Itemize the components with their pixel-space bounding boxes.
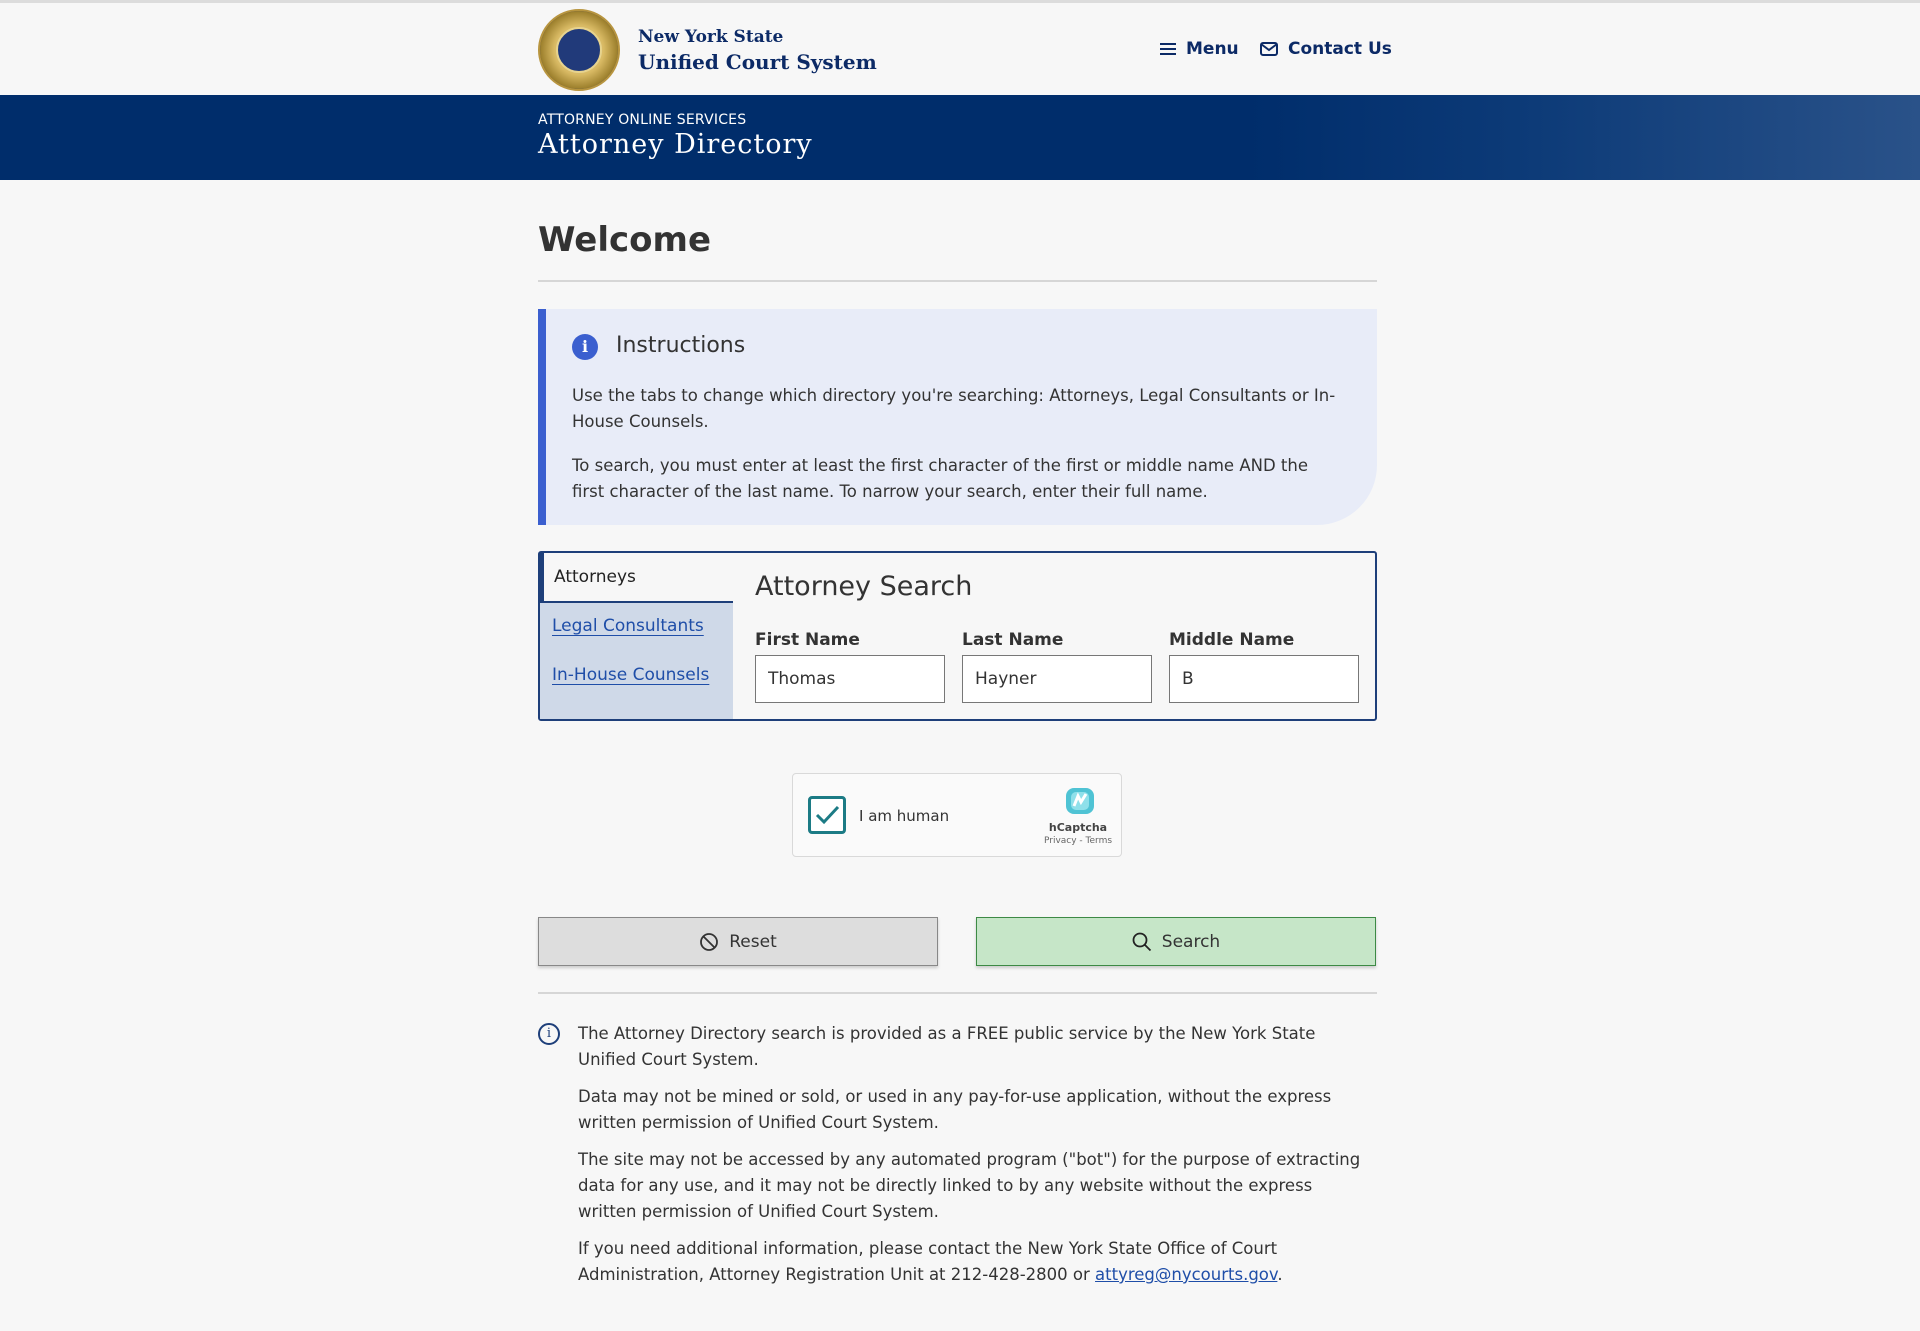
middle-name-label: Middle Name xyxy=(1169,630,1295,650)
search-icon xyxy=(1132,932,1152,952)
page-title: Welcome xyxy=(538,220,712,260)
footer-divider xyxy=(538,992,1377,994)
title-divider xyxy=(538,280,1377,282)
reset-label: Reset xyxy=(729,931,777,952)
search-title: Attorney Search xyxy=(755,571,973,602)
site-brand[interactable] xyxy=(638,27,877,74)
captcha-privacy-terms[interactable]: Privacy - Terms xyxy=(1043,836,1113,846)
instructions-text-2: To search, you must enter at least the first character of the first or middle name AND the first character of the last name. To narrow your search, enter their full name. xyxy=(572,456,1308,501)
last-name-input[interactable] xyxy=(962,655,1152,703)
banner-title: Attorney Directory xyxy=(538,129,813,160)
instructions-title: Instructions xyxy=(616,333,746,358)
brand-system: Unified Court System xyxy=(638,50,877,74)
notice-data-mining: Data may not be mined or sold, or used in any pay-for-use application, without the express written permission of Unified Court System. xyxy=(578,1087,1332,1132)
hamburger-icon xyxy=(1160,42,1176,56)
brand-state: New York State xyxy=(638,27,784,47)
captcha-checkbox[interactable] xyxy=(808,796,846,834)
page-banner xyxy=(0,95,1920,180)
menu-button[interactable] xyxy=(1160,39,1239,59)
contact-us-link[interactable] xyxy=(1260,39,1392,59)
menu-label: Menu xyxy=(1186,39,1239,59)
search-panel xyxy=(538,551,1377,721)
notice-bots: The site may not be accessed by any automated program ("bot") for the purpose of extracting data for any use, and it may not be directly linked to by any website without the express written permission of Unified Court System. xyxy=(578,1150,1361,1221)
banner-kicker: ATTORNEY ONLINE SERVICES xyxy=(538,112,747,128)
captcha-label: I am human xyxy=(859,807,950,825)
instructions-text-1: Use the tabs to change which directory you're searching: Attorneys, Legal Consultants or In-House Counsels. xyxy=(572,386,1336,431)
envelope-icon xyxy=(1260,42,1278,56)
search-button[interactable] xyxy=(976,917,1376,966)
hcaptcha-logo-icon xyxy=(1062,784,1098,818)
info-icon: i xyxy=(572,334,598,360)
seal-center xyxy=(556,27,602,73)
last-name-label: Last Name xyxy=(962,630,1064,650)
ban-icon xyxy=(699,932,719,952)
search-label: Search xyxy=(1161,931,1221,952)
captcha-brand: hCaptcha xyxy=(1048,821,1108,834)
middle-name-input[interactable] xyxy=(1169,655,1359,703)
directory-tabs xyxy=(540,553,733,719)
hcaptcha-widget xyxy=(792,773,1122,857)
tab-legal-consultants[interactable]: Legal Consultants xyxy=(552,616,704,636)
contact-label: Contact Us xyxy=(1288,39,1392,59)
info-outline-icon: i xyxy=(538,1023,560,1045)
contact-text: If you need additional information, please contact the New York State Office of Court Administration, Attorney Registration Unit at 212-428-2800 or xyxy=(578,1239,1278,1284)
site-header xyxy=(0,0,1920,95)
notice-free-service: The Attorney Directory search is provided as a FREE public service by the New York State Unified Court System. xyxy=(578,1024,1316,1069)
first-name-input[interactable] xyxy=(755,655,945,703)
checkmark-icon xyxy=(811,799,843,831)
tab-attorneys[interactable]: Attorneys xyxy=(540,553,733,603)
instructions-panel xyxy=(538,309,1377,525)
first-name-label: First Name xyxy=(755,630,860,650)
tab-in-house-counsels[interactable]: In-House Counsels xyxy=(552,665,710,685)
email-link[interactable]: attyreg@nycourts.gov xyxy=(1095,1265,1278,1284)
reset-button[interactable] xyxy=(538,917,938,966)
contact-text-end: . xyxy=(1277,1265,1283,1284)
notice-contact xyxy=(578,1236,1368,1288)
court-seal-logo[interactable] xyxy=(538,9,620,91)
